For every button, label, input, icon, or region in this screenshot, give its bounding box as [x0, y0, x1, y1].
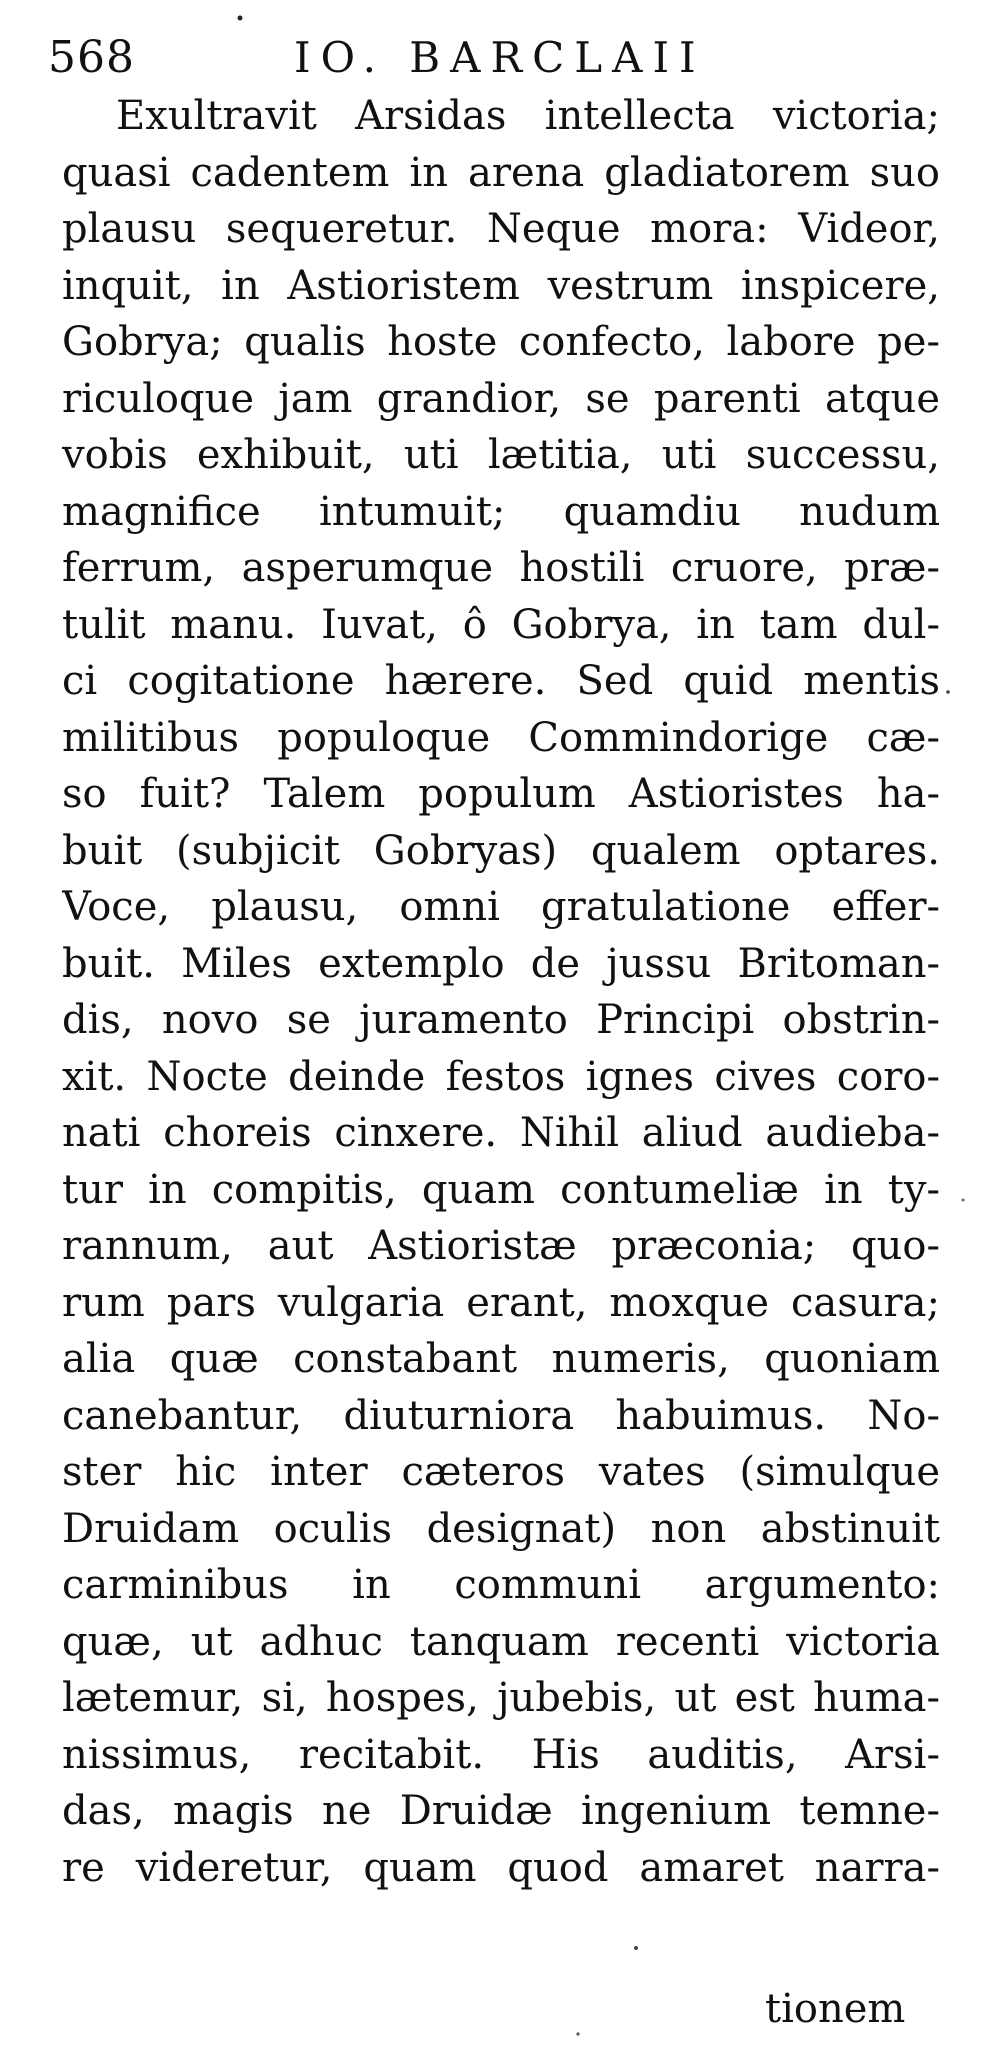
text-line: buit (subjicit Gobryas) qualem optares.: [62, 827, 940, 874]
text-line: nissimus, recitabit. His auditis, Arsi-: [62, 1731, 940, 1778]
text-line: dis, novo se juramento Principi obstrin-: [62, 997, 940, 1043]
text-line: magnifice intumuit; quamdiu nudum: [62, 488, 940, 535]
text-line: Druidam oculis designat) non abstinuit: [62, 1505, 940, 1552]
text-line: inquit, in Astioristem vestrum inspicere,: [62, 262, 940, 309]
text-line: ster hic inter cæteros vates (simulque: [62, 1449, 940, 1495]
text-line: canebantur, diuturniora habuimus. No-: [62, 1392, 940, 1439]
text-line: Exultravit Arsidas intellecta victoria;: [116, 93, 940, 139]
text-line: Voce, plausu, omni gratulatione effer-: [62, 884, 940, 930]
text-line: riculoque jam grandior, se parenti atque: [62, 375, 940, 422]
text-line: tulit manu. Iuvat, ô Gobrya, in tam dul-: [62, 601, 940, 648]
text-line: ferrum, asperumque hostili cruore, præ-: [62, 545, 940, 591]
body-text: [62, 88, 940, 1896]
text-line: rannum, aut Astioristæ præconia; quo-: [62, 1223, 940, 1269]
ink-speck: [634, 1946, 638, 1950]
text-line: re videretur, quam quod amaret narra-: [62, 1844, 940, 1891]
text-line: plausu sequeretur. Neque mora: Videor,: [62, 206, 940, 252]
ink-speck: [238, 16, 243, 21]
text-line: militibus populoque Commindorige cæ-: [62, 714, 940, 761]
text-line: vobis exhibuit, uti lætitia, uti successu,: [62, 432, 940, 478]
text-line: das, magis ne Druidæ ingenium temne-: [62, 1788, 940, 1834]
ink-speck: [962, 1199, 965, 1202]
text-line: rum pars vulgaria erant, moxque casura;: [62, 1279, 940, 1326]
running-head: IO. BARCLAII: [294, 33, 706, 82]
page-number: 568: [48, 32, 135, 83]
text-line: tur in compitis, quam contumeliæ in ty-: [62, 1166, 940, 1213]
text-line: quæ, ut adhuc tanquam recenti victoria: [62, 1618, 940, 1665]
text-line: buit. Miles extemplo de jussu Britoman-: [62, 940, 940, 987]
text-line: so fuit? Talem populum Astioristes ha-: [62, 771, 940, 817]
text-line: ci cogitatione hærere. Sed quid mentis: [62, 658, 940, 704]
ink-speck: [946, 690, 950, 694]
text-line: quasi cadentem in arena gladiatorem suo: [62, 149, 940, 196]
text-line: nati choreis cinxere. Nihil aliud audieba-: [62, 1110, 940, 1156]
text-line: lætemur, si, hospes, jubebis, ut est huma-: [62, 1675, 940, 1721]
page-header: [48, 28, 948, 88]
text-line: Gobrya; qualis hoste confecto, labore pe-: [62, 319, 940, 365]
text-line: alia quæ constabant numeris, quoniam: [62, 1336, 940, 1382]
text-line: xit. Nocte deinde festos ignes cives coro-: [62, 1053, 940, 1100]
ink-speck: [576, 2032, 579, 2035]
text-line: carminibus in communi argumento:: [62, 1562, 940, 1608]
catchword: tionem: [765, 1986, 906, 2032]
